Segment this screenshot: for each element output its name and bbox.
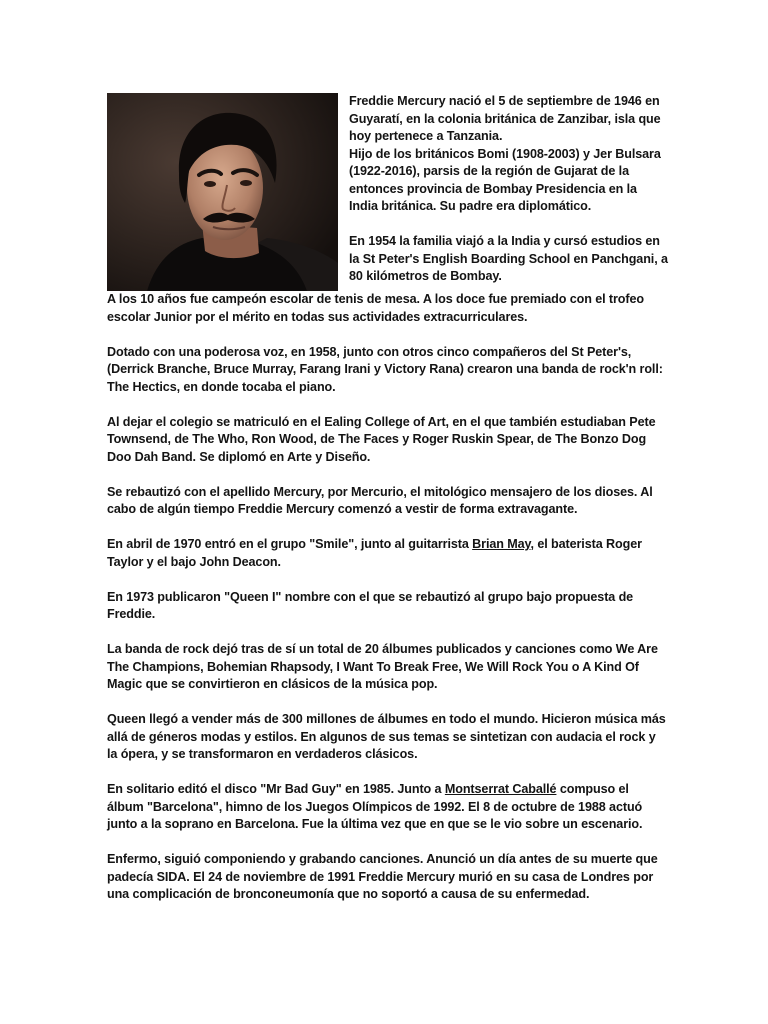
paragraph-illness: Enfermo, siguió componiendo y grabando canciones. Anunció un día antes de su muerte que padecía SIDA. El 24 de noviembre de 1991 Freddie Mercury murió en su casa de Londres por una complicación de bronconeumonía que no soportó a causa de su enfermedad. xyxy=(107,852,658,901)
paragraph-smile-end: , el baterista Roger Taylor y el bajo John Deacon. xyxy=(107,537,642,569)
paragraph-ealing: Al dejar el colegio se matriculó en el Ealing College of Art, en el que también estudiaban Pete Townsend, de The Who, Ron Wood, de The Faces y Roger Ruskin Spear, de The Bonzo Dog Doo Dah Band. Se diplomó en Arte y Diseño. xyxy=(107,414,656,464)
paragraph-tennis: A los 10 años fue campeón escolar de tenis de mesa. A los doce fue premiado con el trofeo escolar Junior por el mérito en todas sus actividades extracurriculares. xyxy=(107,292,644,324)
paragraph-solo-start: En solitario editó el disco "Mr Bad Guy" en 1985. Junto a xyxy=(107,782,445,796)
paragraph-mercury-name: Se rebautizó con el apellido Mercury, por Mercurio, el mitológico mensajero de los dioses. Al cabo de algún tiempo Freddie Mercury comenzó a vestir de forma extravagante. xyxy=(107,484,653,516)
paragraph-sales: Queen llegó a vender más de 300 millones de álbumes en todo el mundo. Hicieron música más allá de géneros modas y estilos. En algunos de sus temas se sintetizan con audacia el rock y la ópera, y se transformaron en verdaderos clásicos. xyxy=(107,712,666,761)
portrait-photo xyxy=(107,93,338,291)
montserrat-caballe-link[interactable]: Montserrat Caballé xyxy=(444,782,557,796)
paragraph-solo-end: compuso el álbum "Barcelona", himno de los Juegos Olímpicos de 1992. El 8 de octubre de 1988 actuó junto a la soprano en Barcelona. Fue la última vez que en que se le vio sobre un escenario. xyxy=(107,782,643,831)
intro-paragraph-india: En 1954 la familia viajó a la India y cursó estudios en la St Peter's English Boarding School en Panchgani, a 80 kilómetros de Bombay. xyxy=(349,234,668,283)
paragraph-queen-i: En 1973 publicaron "Queen I" nombre con el que se rebautizó al grupo bajo propuesta de Freddie. xyxy=(107,589,634,621)
paragraph-smile xyxy=(107,536,667,571)
intro-text-block xyxy=(349,93,669,286)
paragraph-albums: La banda de rock dejó tras de sí un total de 20 álbumes publicados y canciones como We Are The Champions, Bohemian Rhapsody, I Want To Break Free, We Will Rock You o A Kind Of Magic que se convirtieron en clásicos de la música pop. xyxy=(107,642,658,691)
portrait-illustration xyxy=(107,93,338,291)
biography-body xyxy=(107,291,667,921)
intro-paragraph-birth: Freddie Mercury nació el 5 de septiembre de 1946 en Guyaratí, en la colonia británica de Zanzibar, isla que hoy pertenece a Tanzania. xyxy=(349,94,661,143)
paragraph-smile-start: En abril de 1970 entró en el grupo "Smile", junto al guitarrista xyxy=(107,537,473,551)
brian-may-link[interactable]: Brian May xyxy=(472,537,531,551)
intro-paragraph-parents: Hijo de los británicos Bomi (1908-2003) y Jer Bulsara (1922-2016), parsis de la región de Gujarat de la entonces provincia de Bombay Presidencia en la India británica. Su padre era diplomático. xyxy=(349,146,661,213)
paragraph-hectics: Dotado con una poderosa voz, en 1958, junto con otros cinco compañeros del St Peter's, (Derrick Branche, Bruce Murray, Farang Irani y Victory Rana) crearon una banda de rock'n roll: The Hectics, en donde tocaba el piano. xyxy=(107,344,663,394)
paragraph-solo xyxy=(107,781,667,834)
